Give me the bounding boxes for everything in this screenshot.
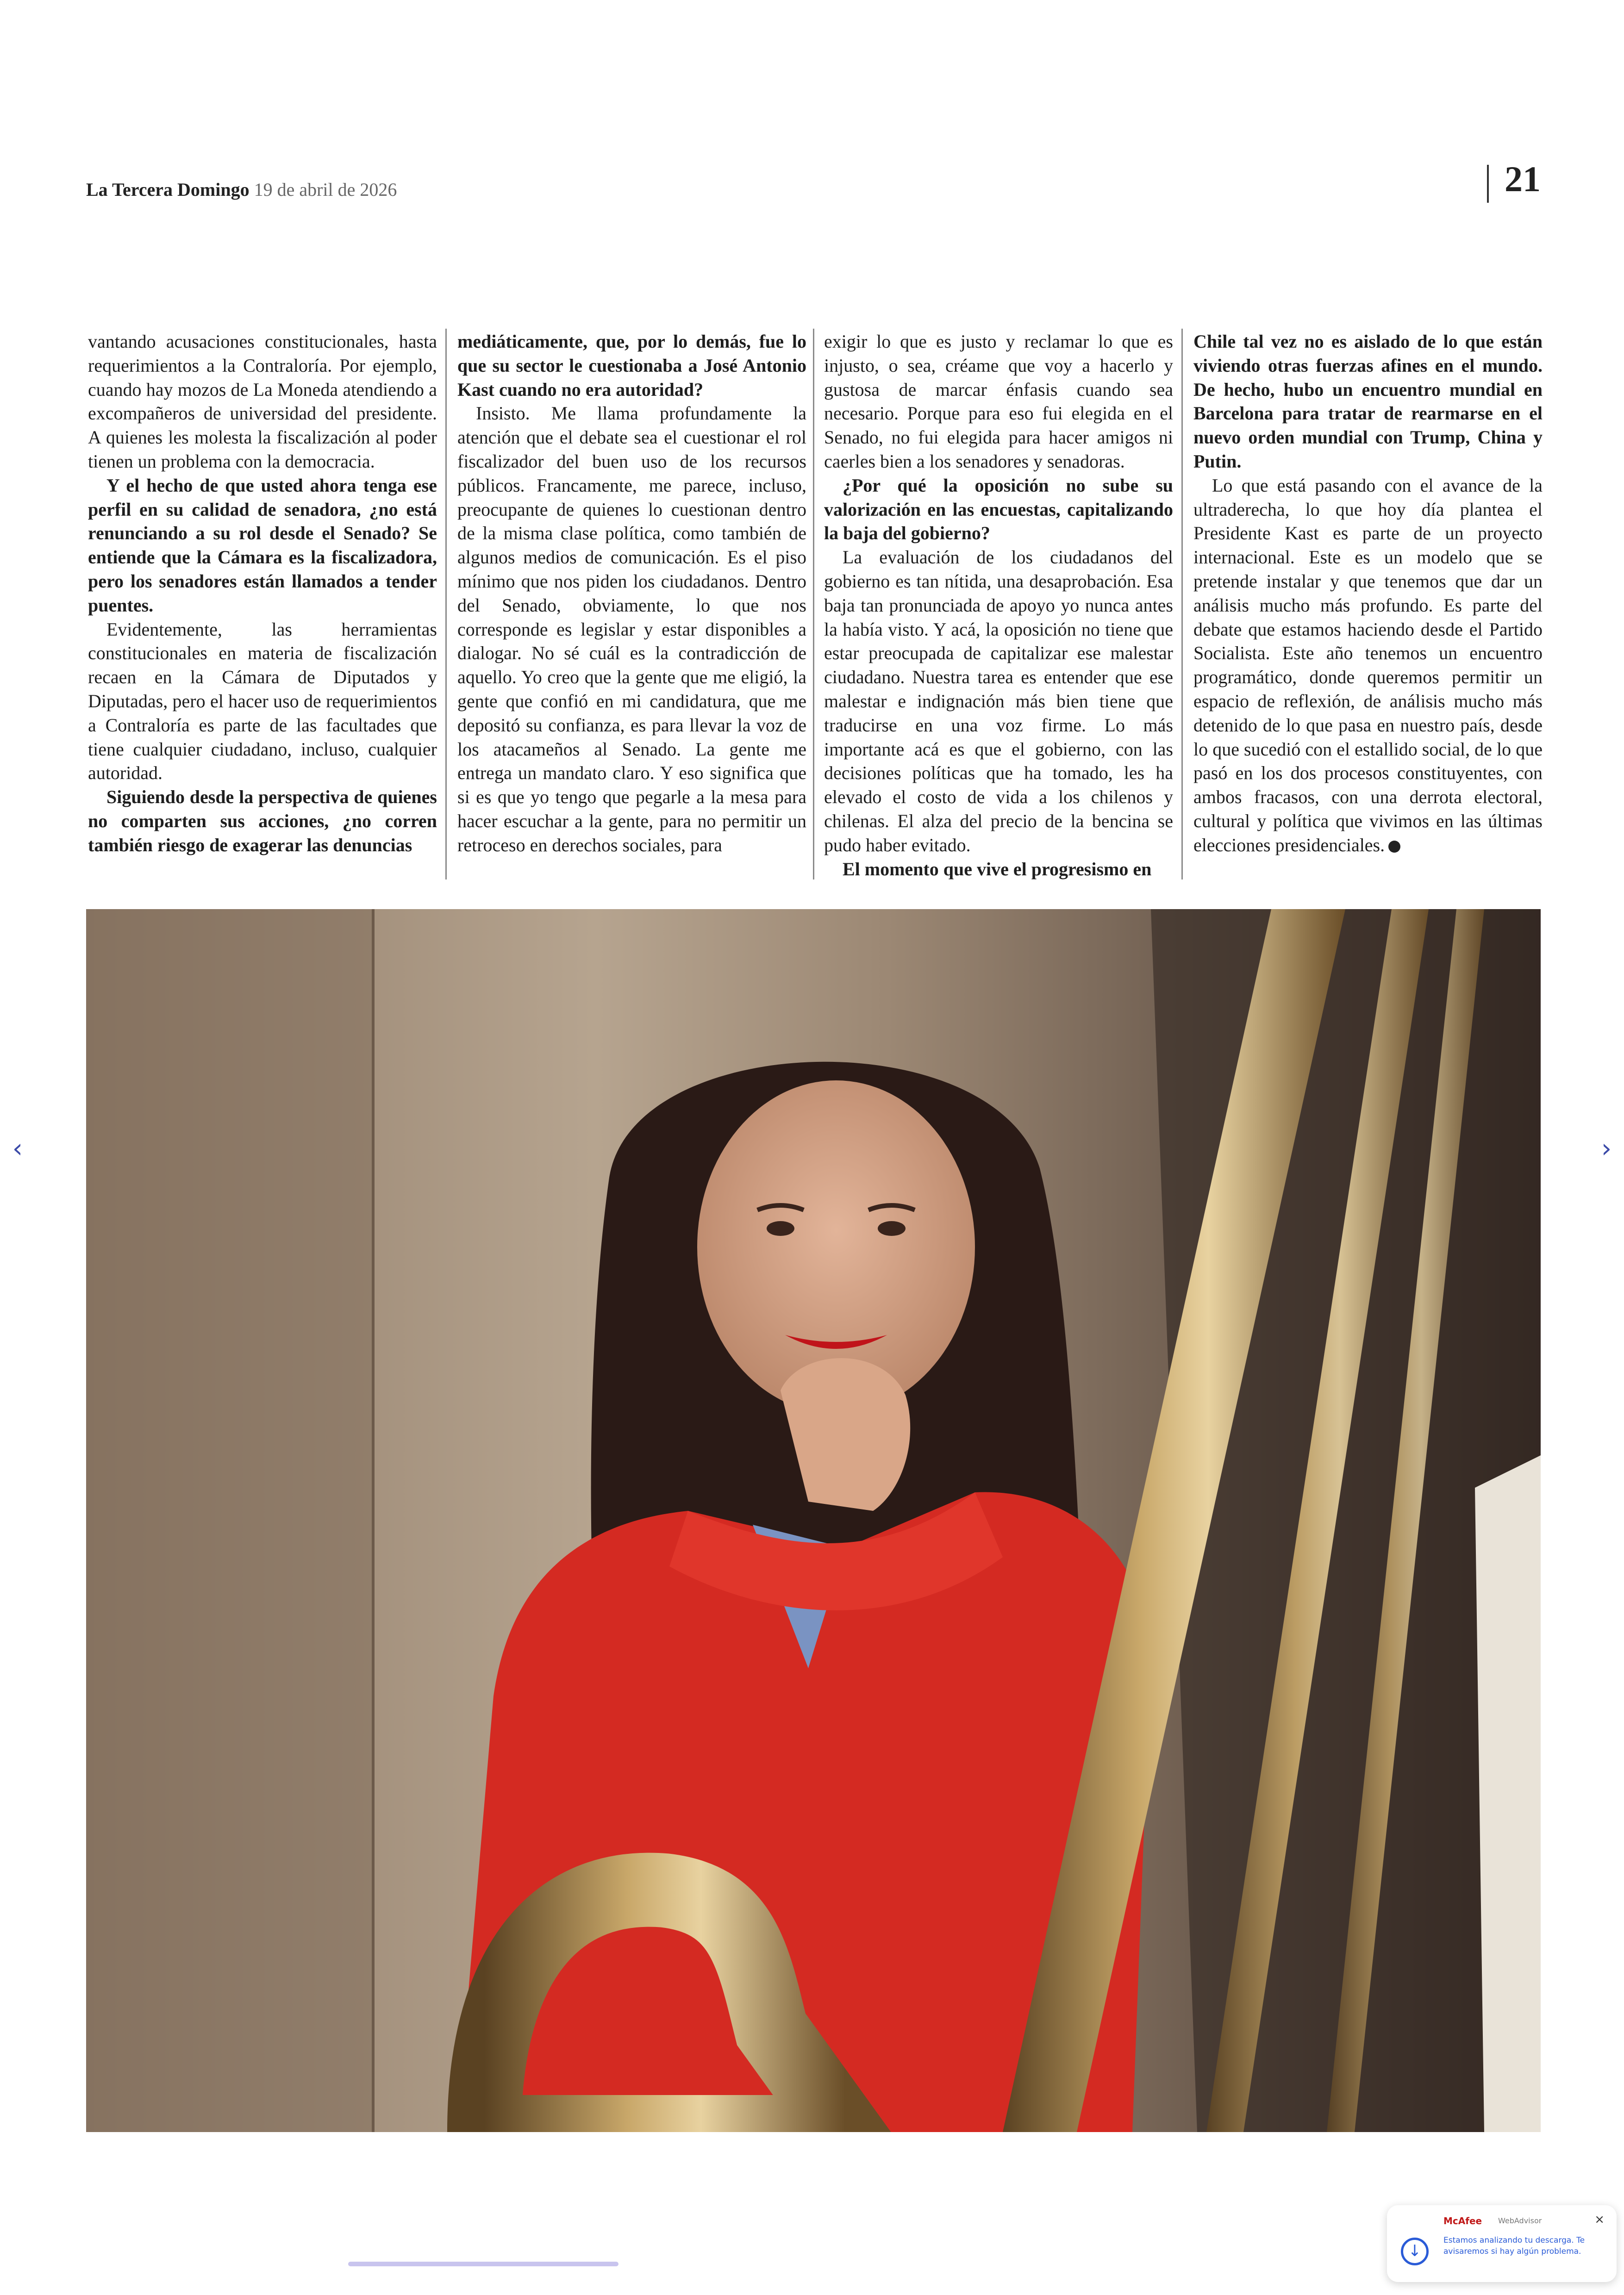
publication-name: La Tercera Domingo (86, 179, 250, 200)
article-paragraph (824, 330, 1173, 474)
toast-brand: McAfee (1443, 2215, 1482, 2226)
paragraph-text: exigir lo que es justo y reclamar lo que es injusto, o sea, créame que voy a hacerlo y gustosa de marcar énfasis cuando sea necesario. Porque para eso fui elegida en el Senado, no fui elegida para hacer amigos ni caerles bien a los senadores y senadoras. (824, 331, 1173, 472)
interview-question (88, 474, 437, 617)
portrait-photo (86, 909, 1541, 2132)
paragraph-text: Siguiendo desde la perspectiva de quienes no comparten sus acciones, ¿no corren también riesgo de exagerar las denuncias (88, 786, 437, 855)
publication-date: 19 de abril de 2026 (254, 179, 397, 200)
horizontal-scrollbar[interactable] (348, 2262, 618, 2266)
paragraph-text: Evidentemente, las herramientas constitucionales en materia de fiscalización recaen en la Cámara de Diputados y Diputadas, pero el hacer uso de requerimientos a Contraloría es parte de las facultades que tiene cualquier ciudadano, incluso, cualquier autoridad. (88, 618, 437, 784)
page-number: 21 (1505, 159, 1541, 199)
column-divider (1181, 329, 1183, 879)
paragraph-text: El momento que vive el progresismo en (843, 858, 1152, 879)
toast-product: WebAdvisor (1498, 2216, 1542, 2225)
download-icon: ↓ (1401, 2238, 1429, 2265)
paragraph-text: vantando acusaciones constitucionales, hasta requerimientos a la Contraloría. Por ejemplo, cuando hay mozos de La Moneda atendiendo a excompañeros de universidad del presidente. A quienes les molesta la fiscalización al poder tienen un problema con la democracia. (88, 331, 437, 472)
column-divider (813, 329, 814, 879)
chevron-left-icon[interactable]: ‹ (12, 1134, 23, 1164)
interview-question (1193, 330, 1543, 474)
interview-question (824, 474, 1173, 545)
interview-question (88, 785, 437, 857)
interview-question (824, 857, 1173, 881)
end-of-article-icon (1388, 841, 1400, 853)
article-column-4 (1193, 330, 1543, 885)
paragraph-text: mediáticamente, que, por lo demás, fue lo que su sector le cuestionaba a José Antonio Kast cuando no era autoridad? (457, 331, 806, 400)
article-paragraph (457, 401, 806, 857)
chevron-right-icon[interactable]: › (1601, 1134, 1612, 1164)
paragraph-text: Insisto. Me llama profundamente la atención que el debate sea el cuestionar el rol fiscalizador del buen uso de los recursos públicos. Francamente, me parece, incluso, preocupante de quienes lo cuestionan dentro de la misma clase política, como también de algunos medios de comunicación. Es el piso mínimo que nos piden los ciudadanos. Dentro del Senado, obviamente, lo que nos corresponde es legislar y estar disponibles a dialogar. No sé cuál es la contradicción de aquello. Yo creo que la gente que me eligió, la gente que confió en mi candidatura, que me depositó su confianza, es para llevar la voz de los atacameños al Senado. La gente me entrega un mandato claro. Y eso significa que si es que yo tengo que pegarle a la mesa para hacer escuchar a la gente, para no permitir un retroceso en derechos sociales, para (457, 403, 806, 855)
article-paragraph (88, 617, 437, 786)
article-column-3 (824, 330, 1173, 885)
paragraph-text: Y el hecho de que usted ahora tenga ese perfil en su calidad de senadora, ¿no está renunciando a su rol desde el Senado? Se entiende que la Cámara es la fiscalizadora, pero los senadores están llamados a tender puentes. (88, 474, 437, 616)
close-icon[interactable]: × (1594, 2213, 1605, 2226)
paragraph-text: Chile tal vez no es aislado de lo que están viviendo otras fuerzas afines en el mundo. De hecho, hubo un encuentro mundial en Barcelona para tratar de rearmarse en el nuevo orden mundial con Trump, China y Putin. (1193, 331, 1543, 472)
article-column-1 (88, 330, 437, 885)
article-column-2 (457, 330, 806, 885)
mcafee-download-toast (1387, 2205, 1617, 2282)
paragraph-text: La evaluación de los ciudadanos del gobierno es tan nítida, una desaprobación. Esa baja tan pronunciada de apoyo yo nunca antes la había visto. Y acá, la oposición no tiene que estar preocupada de capitalizar ese malestar ciudadano. Nuestra tarea es entender que ese malestar e indignación más bien tiene que traducirse en una voz firme. Lo más importante acá es que el gobierno, con las decisiones políticas que ha tomado, les ha elevado el costo de vida a los chilenos y chilenas. El alza del precio de la bencina se pudo haber evitado. (824, 547, 1173, 855)
article-paragraph (1193, 474, 1543, 857)
page-header (86, 179, 397, 200)
paragraph-text: Lo que está pasando con el avance de la ultraderecha, lo que hoy día plantea el Presidente Kast es parte de un proyecto internacional. Este es un modelo que se pretende instalar y que tenemos que dar un análisis mucho más profundo. Es parte del debate que estamos haciendo desde el Partido Socialista. Este año tenemos un encuentro programático, donde queremos permitir un espacio de reflexión, de análisis mucho más detenido de lo que pasa en nuestro país, desde lo que sucedió con el estallido social, de lo que pasó en los dos procesos constituyentes, con ambos fracasos, con una derrota electoral, cultural y política que vivimos en las últimas elecciones presidenciales. (1193, 474, 1543, 855)
interview-question (457, 330, 806, 401)
article-paragraph (824, 545, 1173, 857)
column-divider (445, 329, 447, 879)
article-paragraph (88, 330, 437, 474)
paragraph-text: ¿Por qué la oposición no sube su valorización en las encuestas, capitalizando la baja del gobierno? (824, 474, 1173, 544)
portrait-illustration (86, 909, 1541, 2132)
page-number-rule (1487, 165, 1489, 203)
toast-message: Estamos analizando tu descarga. Te avisaremos si hay algún problema. (1443, 2236, 1585, 2256)
